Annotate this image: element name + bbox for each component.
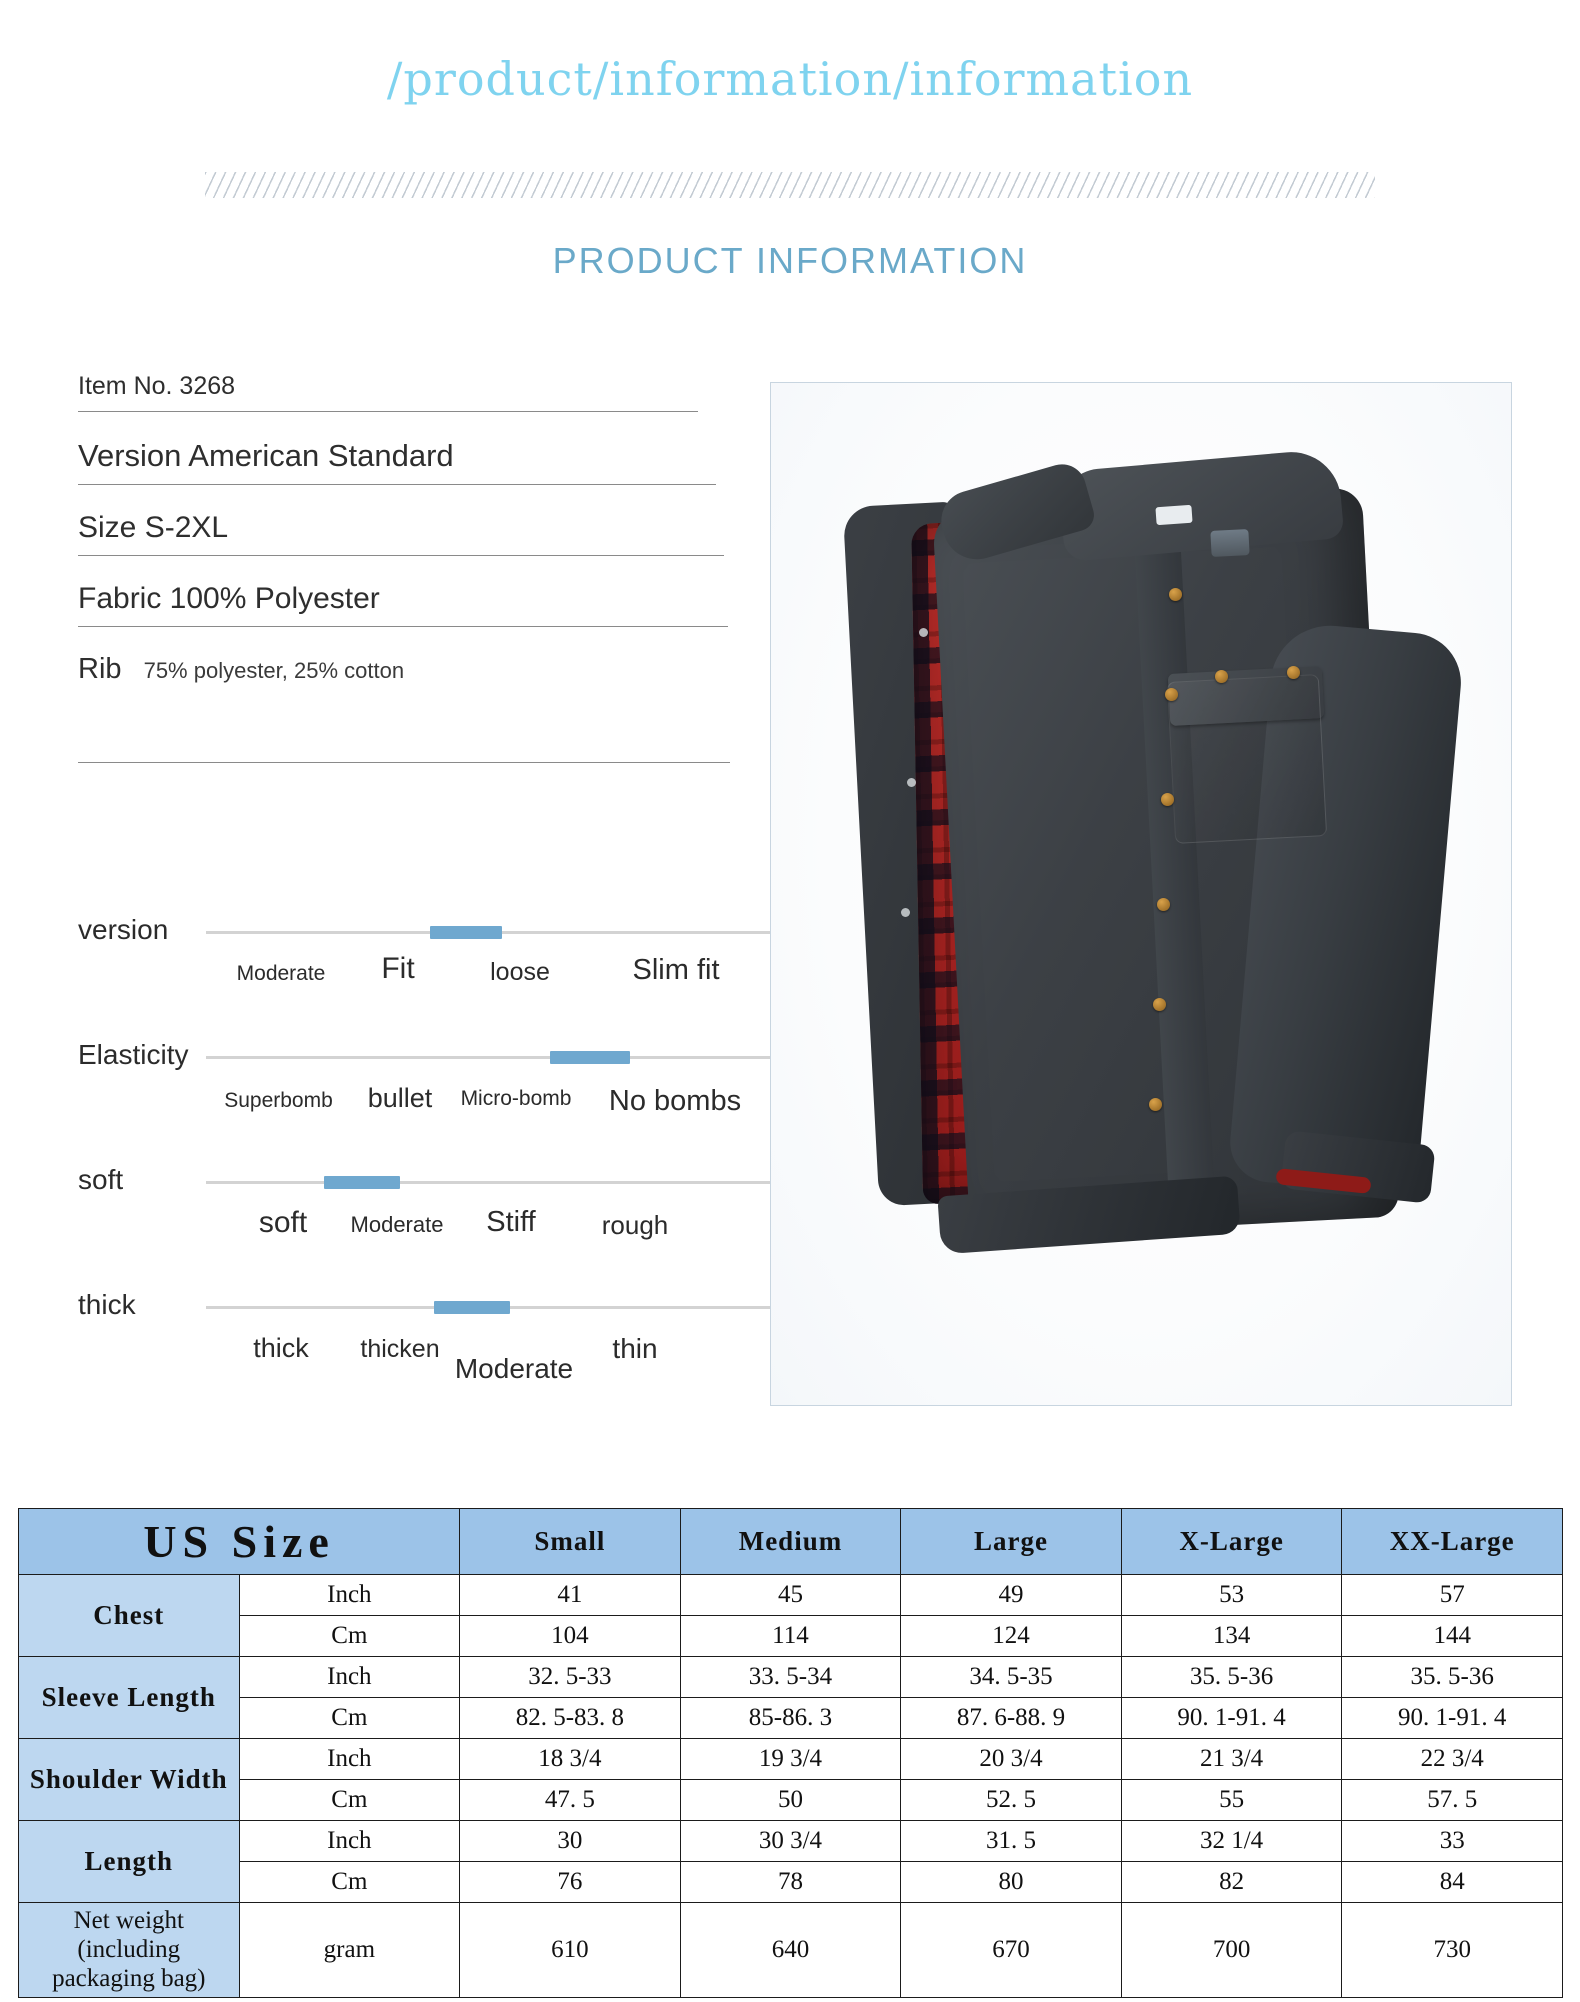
cell-netweight-xxlarge: 730 xyxy=(1342,1903,1563,1998)
table-row xyxy=(19,1821,1563,1862)
slider-soft-option-3: rough xyxy=(601,1210,669,1240)
jacket-pocket-button xyxy=(1215,670,1228,683)
jacket-button xyxy=(1157,898,1170,911)
unit-length-cm: Cm xyxy=(239,1862,460,1903)
cell-chest-cm-small: 104 xyxy=(460,1616,681,1657)
slider-thick xyxy=(78,1280,738,1405)
slider-soft-option-0: soft xyxy=(258,1206,308,1239)
slider-elasticity-option-2: Micro-bomb xyxy=(460,1087,572,1110)
cell-shoulder-cm-xxlarge: 57. 5 xyxy=(1342,1780,1563,1821)
row-label-net-weight: Net weight (including packaging bag) xyxy=(19,1903,240,1998)
slider-soft xyxy=(78,1155,738,1280)
cell-sleeve-cm-xlarge: 90. 1-91. 4 xyxy=(1121,1698,1342,1739)
slider-thick-option-0: thick xyxy=(253,1333,309,1363)
slider-elasticity-ticks xyxy=(198,1078,798,1148)
jacket-button xyxy=(1153,998,1166,1011)
cell-sleeve-inch-large: 34. 5-35 xyxy=(901,1657,1122,1698)
jacket-illustration xyxy=(821,438,1461,1338)
row-label-shoulder-width: Shoulder Width xyxy=(19,1739,240,1821)
cell-sleeve-inch-xxlarge: 35. 5-36 xyxy=(1342,1657,1563,1698)
table-row xyxy=(19,1698,1563,1739)
spec-item-rib xyxy=(78,653,730,696)
unit-net-weight-gram: gram xyxy=(239,1903,460,1998)
slider-elasticity-option-3: No bombs xyxy=(608,1085,742,1117)
cell-netweight-small: 610 xyxy=(460,1903,681,1998)
slider-version-label: version xyxy=(78,914,169,945)
row-label-sleeve-length: Sleeve Length xyxy=(19,1657,240,1739)
column-header-xxlarge: XX-Large xyxy=(1342,1509,1563,1575)
slider-version-track[interactable] xyxy=(206,931,781,934)
cell-chest-cm-medium: 114 xyxy=(680,1616,901,1657)
cell-sleeve-inch-small: 32. 5-33 xyxy=(460,1657,681,1698)
cell-length-cm-medium: 78 xyxy=(680,1862,901,1903)
slider-soft-thumb[interactable] xyxy=(324,1176,400,1189)
spec-item-version xyxy=(78,438,716,485)
slider-version-option-0: Moderate xyxy=(236,962,326,985)
spec-label: Fabric 100% Polyester xyxy=(78,582,380,615)
cell-shoulder-cm-small: 47. 5 xyxy=(460,1780,681,1821)
table-header-row xyxy=(19,1509,1563,1575)
slider-thick-ticks xyxy=(198,1328,798,1398)
cell-chest-inch-medium: 45 xyxy=(680,1575,901,1616)
product-photo xyxy=(771,383,1511,1405)
jacket-chest-pocket xyxy=(1167,674,1327,844)
cell-netweight-medium: 640 xyxy=(680,1903,901,1998)
attribute-sliders xyxy=(78,905,742,1405)
unit-chest-inch: Inch xyxy=(239,1575,460,1616)
size-chart-corner-label: US Size xyxy=(19,1509,460,1575)
spec-label: Rib xyxy=(78,653,122,685)
jacket-button xyxy=(1165,688,1178,701)
slider-elasticity-thumb[interactable] xyxy=(550,1051,630,1064)
unit-sleeve-inch: Inch xyxy=(239,1657,460,1698)
unit-sleeve-cm: Cm xyxy=(239,1698,460,1739)
size-chart-table xyxy=(18,1508,1563,1998)
cell-shoulder-inch-medium: 19 3/4 xyxy=(680,1739,901,1780)
jacket-logo-patch xyxy=(1210,529,1249,557)
slider-elasticity-option-0: Superbomb xyxy=(224,1089,333,1112)
table-row xyxy=(19,1903,1563,1998)
cell-sleeve-inch-medium: 33. 5-34 xyxy=(680,1657,901,1698)
slider-version-option-3: Slim fit xyxy=(632,954,720,986)
slider-thick-label: thick xyxy=(78,1289,136,1320)
unit-shoulder-cm: Cm xyxy=(239,1780,460,1821)
cell-chest-cm-large: 124 xyxy=(901,1616,1122,1657)
decorative-hatch-divider xyxy=(205,172,1375,198)
jacket-neck-tag xyxy=(1155,505,1192,525)
cell-chest-inch-small: 41 xyxy=(460,1575,681,1616)
slider-elasticity-label: Elasticity xyxy=(78,1039,189,1070)
jacket-snap xyxy=(901,908,910,917)
table-row xyxy=(19,1739,1563,1780)
jacket-button xyxy=(1161,793,1174,806)
unit-length-inch: Inch xyxy=(239,1821,460,1862)
slider-elasticity xyxy=(78,1030,742,1155)
spec-item-item-no xyxy=(78,372,698,412)
jacket-button xyxy=(1149,1098,1162,1111)
cell-shoulder-cm-xlarge: 55 xyxy=(1121,1780,1342,1821)
slider-version xyxy=(78,905,738,1030)
slider-version-thumb[interactable] xyxy=(430,926,502,939)
product-image-frame xyxy=(770,382,1512,1406)
cell-length-cm-xxlarge: 84 xyxy=(1342,1862,1563,1903)
table-row xyxy=(19,1780,1563,1821)
slider-soft-option-2: Stiff xyxy=(486,1206,536,1238)
slider-elasticity-track[interactable] xyxy=(206,1056,781,1059)
cell-sleeve-cm-small: 82. 5-83. 8 xyxy=(460,1698,681,1739)
slider-version-option-2: loose xyxy=(490,958,550,986)
spec-sublabel: 75% polyester, 25% cotton xyxy=(143,658,405,683)
slider-thick-track[interactable] xyxy=(206,1306,781,1309)
cell-length-inch-xlarge: 32 1/4 xyxy=(1121,1821,1342,1862)
spec-list xyxy=(78,372,718,722)
cell-sleeve-cm-medium: 85-86. 3 xyxy=(680,1698,901,1739)
unit-shoulder-inch: Inch xyxy=(239,1739,460,1780)
slider-soft-track[interactable] xyxy=(206,1181,781,1184)
unit-chest-cm: Cm xyxy=(239,1616,460,1657)
cell-length-inch-xxlarge: 33 xyxy=(1342,1821,1563,1862)
cell-length-cm-small: 76 xyxy=(460,1862,681,1903)
jacket-pocket-button xyxy=(1287,666,1300,679)
slider-elasticity-option-1: bullet xyxy=(367,1083,433,1113)
table-row xyxy=(19,1862,1563,1903)
cell-length-cm-xlarge: 82 xyxy=(1121,1862,1342,1903)
slider-soft-ticks xyxy=(198,1203,798,1273)
cell-chest-cm-xxlarge: 144 xyxy=(1342,1616,1563,1657)
column-header-small: Small xyxy=(460,1509,681,1575)
slider-soft-option-1: Moderate xyxy=(350,1212,444,1237)
column-header-medium: Medium xyxy=(680,1509,901,1575)
jacket-snap xyxy=(919,628,928,637)
cell-sleeve-cm-xxlarge: 90. 1-91. 4 xyxy=(1342,1698,1563,1739)
cell-chest-inch-xxlarge: 57 xyxy=(1342,1575,1563,1616)
jacket-snap xyxy=(907,778,916,787)
cell-chest-inch-large: 49 xyxy=(901,1575,1122,1616)
cell-length-inch-large: 31. 5 xyxy=(901,1821,1122,1862)
cell-shoulder-inch-large: 20 3/4 xyxy=(901,1739,1122,1780)
cell-netweight-xlarge: 700 xyxy=(1121,1903,1342,1998)
cell-sleeve-inch-xlarge: 35. 5-36 xyxy=(1121,1657,1342,1698)
cell-shoulder-inch-xxlarge: 22 3/4 xyxy=(1342,1739,1563,1780)
slider-thick-option-1: thicken xyxy=(360,1335,440,1363)
spec-label: Version American Standard xyxy=(78,438,454,473)
cell-chest-cm-xlarge: 134 xyxy=(1121,1616,1342,1657)
cell-netweight-large: 670 xyxy=(901,1903,1122,1998)
cell-length-inch-medium: 30 3/4 xyxy=(680,1821,901,1862)
cell-length-cm-large: 80 xyxy=(901,1862,1122,1903)
table-row xyxy=(19,1616,1563,1657)
spec-item-size xyxy=(78,511,724,556)
cell-chest-inch-xlarge: 53 xyxy=(1121,1575,1342,1616)
breadcrumb: /product/information/information xyxy=(386,52,1194,106)
slider-soft-label: soft xyxy=(78,1164,124,1195)
cell-length-inch-small: 30 xyxy=(460,1821,681,1862)
cell-shoulder-cm-medium: 50 xyxy=(680,1780,901,1821)
jacket-button xyxy=(1169,588,1182,601)
spec-label: Size S-2XL xyxy=(78,511,229,544)
slider-thick-option-2: Moderate xyxy=(454,1353,574,1384)
column-header-xlarge: X-Large xyxy=(1121,1509,1342,1575)
cell-sleeve-cm-large: 87. 6-88. 9 xyxy=(901,1698,1122,1739)
cell-shoulder-inch-small: 18 3/4 xyxy=(460,1739,681,1780)
column-header-large: Large xyxy=(901,1509,1122,1575)
spec-divider xyxy=(78,762,730,763)
slider-thick-option-3: thin xyxy=(612,1333,658,1364)
slider-version-option-1: Fit xyxy=(381,952,415,985)
table-row xyxy=(19,1657,1563,1698)
spec-label: Item No. 3268 xyxy=(78,372,236,400)
page-title: PRODUCT INFORMATION xyxy=(552,240,1028,281)
table-row xyxy=(19,1575,1563,1616)
slider-version-ticks xyxy=(198,953,798,1023)
cell-shoulder-inch-xlarge: 21 3/4 xyxy=(1121,1739,1342,1780)
slider-thick-thumb[interactable] xyxy=(434,1301,510,1314)
spec-item-fabric xyxy=(78,582,728,627)
row-label-length: Length xyxy=(19,1821,240,1903)
row-label-chest: Chest xyxy=(19,1575,240,1657)
cell-shoulder-cm-large: 52. 5 xyxy=(901,1780,1122,1821)
